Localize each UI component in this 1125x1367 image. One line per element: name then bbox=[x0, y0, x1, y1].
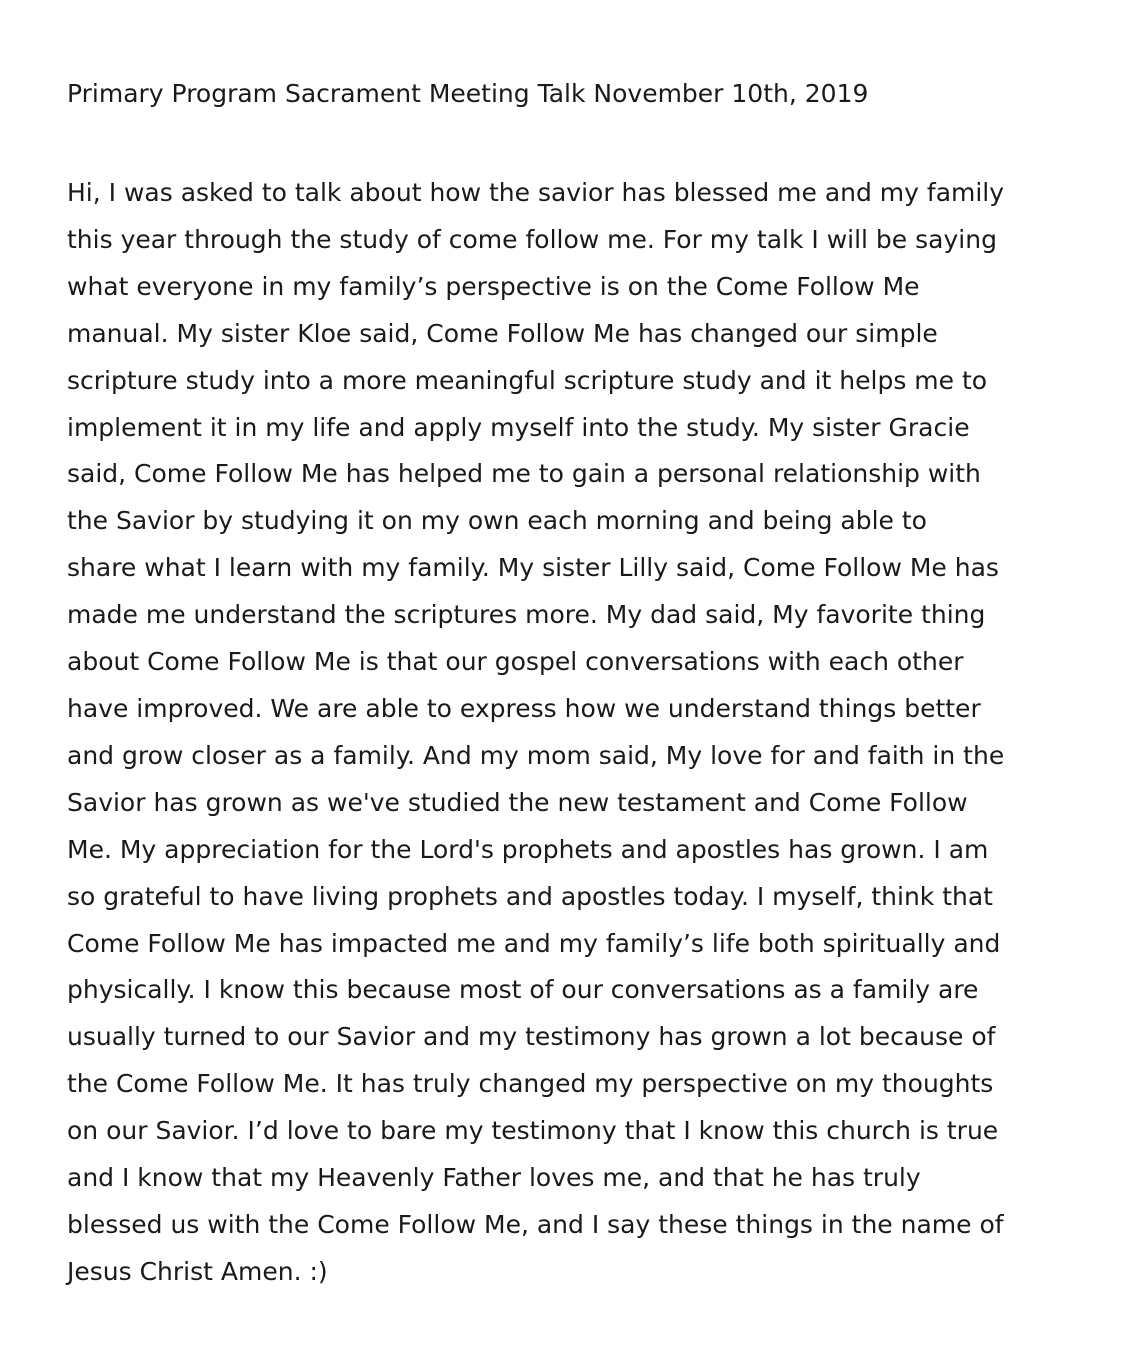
talk-line: Me. My appreciation for the Lord's prophets and apostles has grown. I am bbox=[67, 834, 989, 864]
talk-body bbox=[67, 170, 1067, 1296]
talk-line: implement it in my life and apply myself into the study. My sister Gracie bbox=[67, 412, 970, 442]
talk-line: this year through the study of come follow me. For my talk I will be saying bbox=[67, 224, 997, 254]
talk-line: manual. My sister Kloe said, Come Follow Me has changed our simple bbox=[67, 318, 938, 348]
talk-line: about Come Follow Me is that our gospel conversations with each other bbox=[67, 647, 964, 677]
talk-line: usually turned to our Savior and my testimony has grown a lot because of bbox=[67, 1022, 996, 1052]
talk-line: scripture study into a more meaningful scripture study and it helps me to bbox=[67, 365, 988, 395]
talk-line: and I know that my Heavenly Father loves me, and that he has truly bbox=[67, 1163, 921, 1193]
talk-line: Jesus Christ Amen. :) bbox=[67, 1256, 328, 1286]
talk-line: and grow closer as a family. And my mom said, My love for and faith in the bbox=[67, 740, 1005, 770]
talk-line: share what I learn with my family. My sister Lilly said, Come Follow Me has bbox=[67, 553, 999, 583]
talk-line: Come Follow Me has impacted me and my family’s life both spiritually and bbox=[67, 928, 1001, 958]
talk-line: Hi, I was asked to talk about how the savior has blessed me and my family bbox=[67, 178, 1005, 207]
talk-line: made me understand the scriptures more. My dad said, My favorite thing bbox=[67, 600, 986, 630]
talk-line: what everyone in my family’s perspective is on the Come Follow Me bbox=[67, 271, 920, 301]
talk-line: Savior has grown as we've studied the new testament and Come Follow bbox=[67, 787, 968, 817]
talk-line: so grateful to have living prophets and apostles today. I myself, think that bbox=[67, 881, 993, 911]
talk-line: blessed us with the Come Follow Me, and I say these things in the name of bbox=[67, 1209, 1004, 1239]
talk-line: on our Savior. I’d love to bare my testimony that I know this church is true bbox=[67, 1116, 999, 1146]
talk-line: physically. I know this because most of our conversations as a family are bbox=[67, 975, 979, 1005]
talk-line: have improved. We are able to express how we understand things better bbox=[67, 693, 981, 723]
talk-line: said, Come Follow Me has helped me to gain a personal relationship with bbox=[67, 459, 981, 489]
talk-line: the Come Follow Me. It has truly changed my perspective on my thoughts bbox=[67, 1069, 994, 1099]
talk-line: the Savior by studying it on my own each morning and being able to bbox=[67, 506, 927, 536]
document-title: Primary Program Sacrament Meeting Talk November 10th, 2019 bbox=[67, 79, 869, 108]
